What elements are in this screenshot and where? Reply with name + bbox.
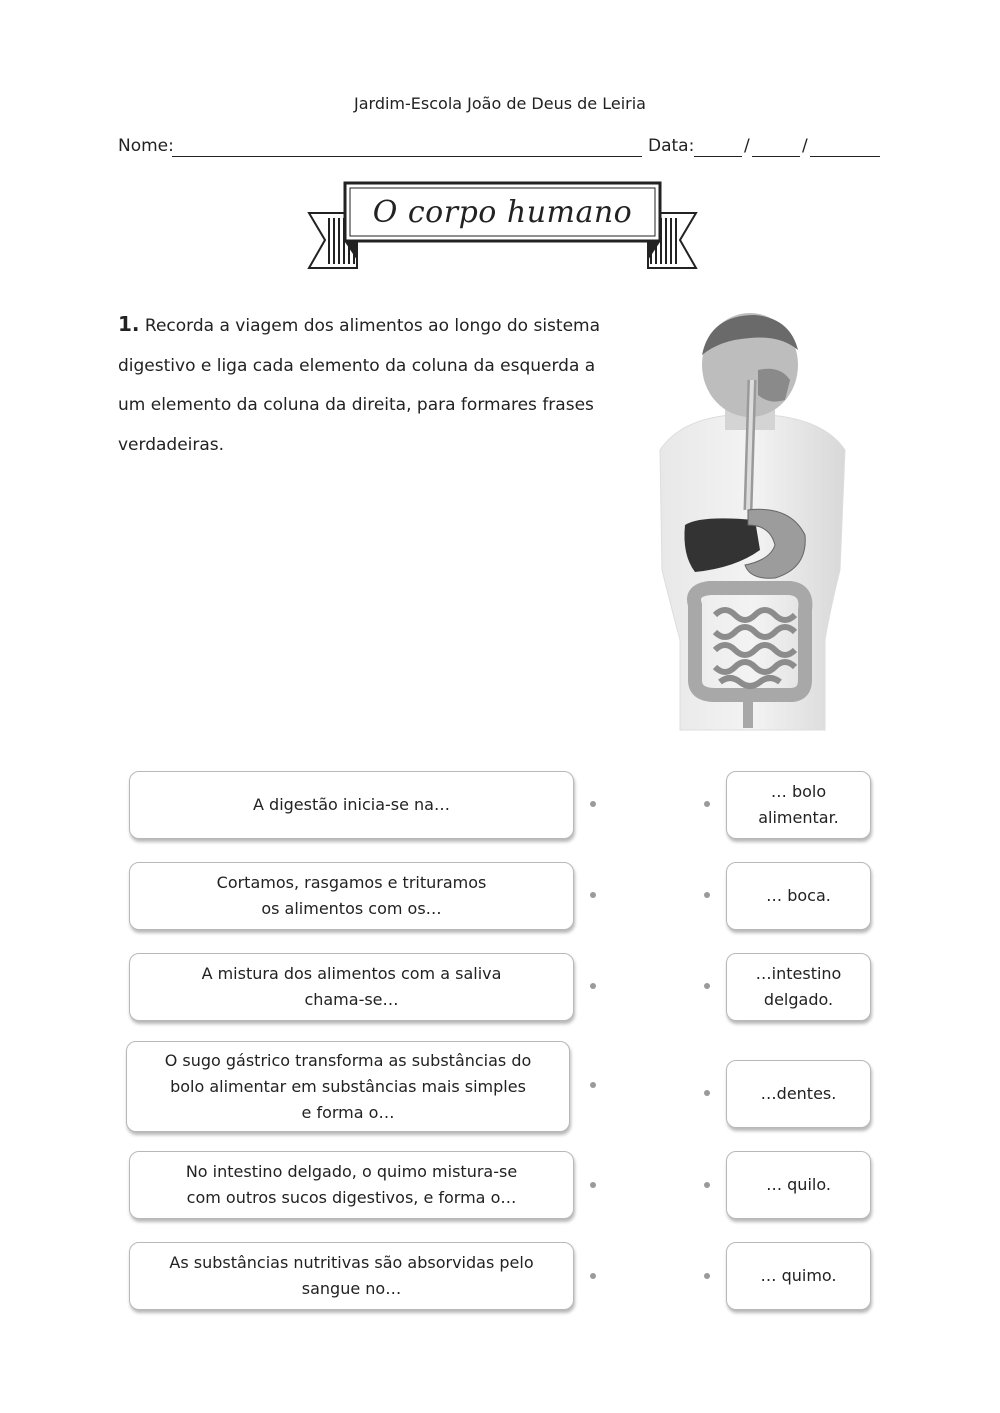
right-connector-dot-5[interactable] [704, 1182, 710, 1188]
left-item-5[interactable] [129, 1151, 574, 1219]
question-number: 1. [118, 312, 140, 336]
question-1 [118, 305, 618, 465]
left-item-1[interactable] [129, 771, 574, 839]
left-connector-dot-4[interactable] [590, 1082, 596, 1088]
date-label: Data: [648, 136, 695, 156]
left-item-4[interactable] [126, 1041, 570, 1132]
left-item-text: As substâncias nutritivas são absorvidas pelo [169, 1253, 534, 1272]
left-item-text: e forma o… [301, 1102, 395, 1122]
left-item-3[interactable] [129, 953, 574, 1021]
title-banner [305, 180, 700, 275]
left-item-6[interactable] [129, 1242, 574, 1310]
left-connector-dot-3[interactable] [590, 983, 596, 989]
school-name: Jardim-Escola João de Deus de Leiria [354, 94, 646, 113]
right-item-text: delgado. [763, 990, 834, 1009]
left-connector-dot-6[interactable] [590, 1273, 596, 1279]
question-line: verdadeiras. [118, 434, 225, 455]
right-connector-dot-3[interactable] [704, 983, 710, 989]
right-item-5[interactable] [726, 1151, 871, 1219]
left-item-text: bolo alimentar em substâncias mais simples [170, 1076, 526, 1096]
question-line: digestivo e liga cada elemento da coluna da esquerda a [118, 355, 596, 376]
question-line: um elemento da coluna da direita, para formares frases [118, 395, 594, 415]
date-year-field[interactable] [810, 156, 880, 157]
right-connector-dot-6[interactable] [704, 1273, 710, 1279]
right-item-1[interactable] [726, 771, 871, 839]
right-connector-dot-1[interactable] [704, 801, 710, 807]
date-day-field[interactable] [694, 156, 742, 157]
right-item-text: …intestino [755, 964, 842, 983]
right-connector-dot-2[interactable] [704, 892, 710, 898]
right-item-text: … boca. [766, 886, 831, 905]
right-item-text: …dentes. [760, 1084, 837, 1103]
left-item-text: O sugo gástrico transforma as substâncias do [164, 1050, 532, 1070]
question-text: Recorda a viagem dos alimentos ao longo do sistema [144, 316, 601, 336]
question-line [118, 305, 618, 347]
left-item-text: No intestino delgado, o quimo mistura-se [185, 1162, 518, 1181]
left-connector-dot-1[interactable] [590, 801, 596, 807]
left-item-text: com outros sucos digestivos, e forma o… [186, 1188, 517, 1207]
worksheet-title: O corpo humano [372, 195, 633, 230]
name-date-row [118, 136, 880, 162]
name-label: Nome: [118, 136, 174, 156]
left-item-text: sangue no… [301, 1279, 402, 1298]
date-month-field[interactable] [752, 156, 800, 157]
left-connector-dot-5[interactable] [590, 1182, 596, 1188]
left-item-text: A digestão inicia-se na… [253, 795, 450, 814]
left-item-text: os alimentos com os… [261, 899, 442, 918]
date-separator: / [802, 136, 808, 156]
right-item-4[interactable] [726, 1060, 871, 1128]
left-item-text: Cortamos, rasgamos e trituramos [216, 873, 487, 892]
left-item-text: chama-se… [304, 990, 399, 1009]
left-connector-dot-2[interactable] [590, 892, 596, 898]
right-item-6[interactable] [726, 1242, 871, 1310]
right-item-2[interactable] [726, 862, 871, 930]
right-item-text: alimentar. [758, 808, 839, 827]
left-item-2[interactable] [129, 862, 574, 930]
left-item-text: A mistura dos alimentos com a saliva [201, 964, 502, 983]
right-connector-dot-4[interactable] [704, 1090, 710, 1096]
digestive-system-illustration [640, 310, 860, 740]
right-item-3[interactable] [726, 953, 871, 1021]
right-item-text: … bolo [770, 782, 827, 801]
right-item-text: … quilo. [766, 1175, 831, 1194]
name-field[interactable] [172, 156, 642, 157]
right-item-text: … quimo. [760, 1266, 837, 1285]
date-separator: / [744, 136, 750, 156]
